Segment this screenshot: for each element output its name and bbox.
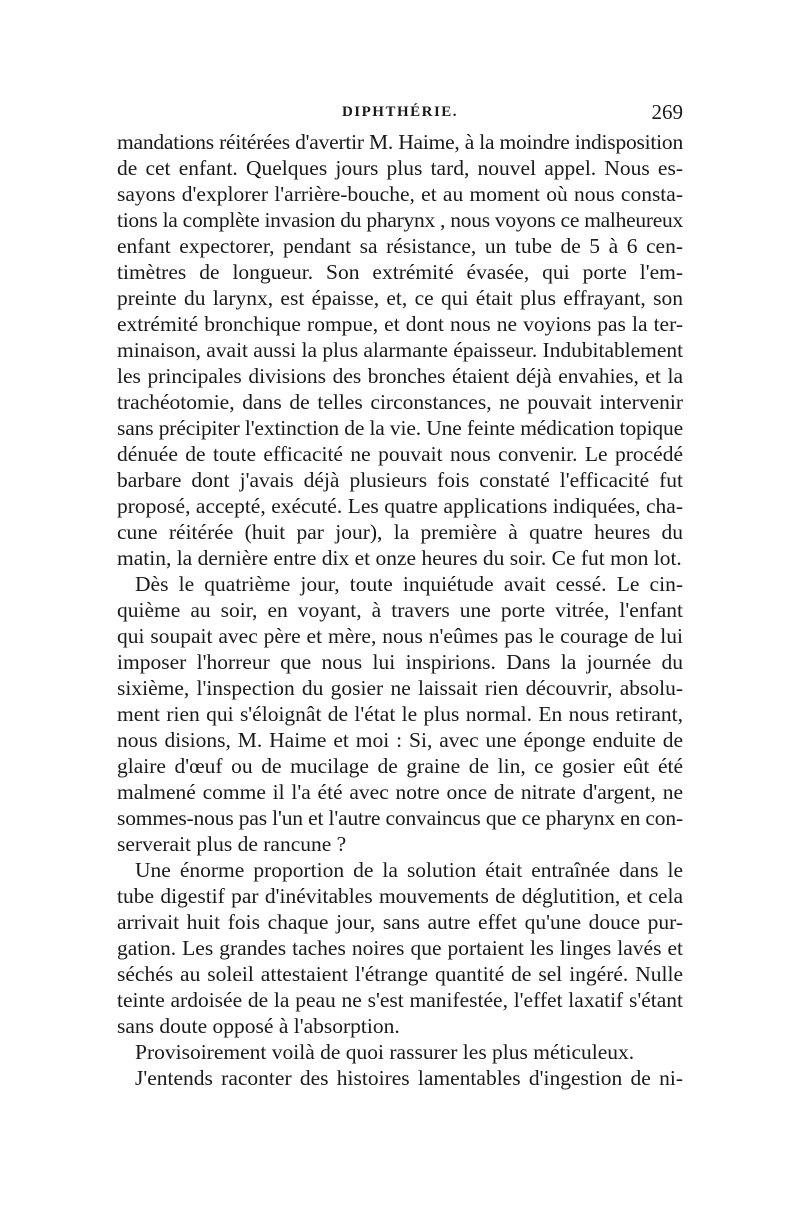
- text-line: séchés au soleil attestaient l'étrange quantité de sel ingéré. Nulle: [117, 962, 683, 986]
- running-header: [117, 100, 683, 124]
- paragraph: [117, 571, 683, 857]
- text-line: Dès le quatrième jour, toute inquiétude avait cessé. Le cin-: [135, 572, 683, 596]
- text-line: sayons d'explorer l'arrière-bouche, et au moment où nous consta-: [117, 182, 683, 206]
- text-line: tube digestif par d'inévitables mouvements de déglutition, et cela: [117, 884, 683, 908]
- body-text: [117, 129, 683, 1091]
- text-line: glaire d'œuf ou de mucilage de graine de lin, ce gosier eût été: [117, 754, 683, 778]
- paragraph: [117, 129, 683, 571]
- text-line: teinte ardoisée de la peau ne s'est manifestée, l'effet laxatif s'étant: [117, 988, 683, 1012]
- text-line: quième au soir, en voyant, à travers une porte vitrée, l'enfant: [117, 598, 683, 622]
- text-line: sixième, l'inspection du gosier ne laissait rien découvrir, absolu-: [117, 676, 683, 700]
- text-line: dénuée de toute efficacité ne pouvait nous convenir. Le procédé: [117, 442, 683, 466]
- text-line: cune réitérée (huit par jour), la première à quatre heures du: [117, 520, 683, 544]
- text-line: Une énorme proportion de la solution était entraînée dans le: [135, 858, 683, 882]
- text-line: Provisoirement voilà de quoi rassurer les plus méticuleux.: [135, 1040, 635, 1064]
- text-line: J'entends raconter des histoires lamentables d'ingestion de ni-: [135, 1066, 683, 1090]
- running-title: DIPHTHÉRIE.: [341, 104, 459, 120]
- text-line: proposé, accepté, exécuté. Les quatre applications indiquées, cha-: [117, 494, 683, 518]
- text-line: les principales divisions des bronches étaient déjà envahies, et la: [117, 364, 683, 388]
- text-line: extrémité bronchique rompue, et dont nous ne voyions pas la ter-: [117, 312, 683, 336]
- text-line: imposer l'horreur que nous lui inspirions. Dans la journée du: [117, 650, 683, 674]
- text-line: trachéotomie, dans de telles circonstances, ne pouvait intervenir: [117, 390, 683, 414]
- paragraph: [117, 1039, 683, 1065]
- text-line: barbare dont j'avais déjà plusieurs fois constaté l'efficacité fut: [117, 468, 683, 492]
- paragraph: [117, 1065, 683, 1091]
- text-line: sans doute opposé à l'absorption.: [117, 1014, 400, 1038]
- text-line: preinte du larynx, est épaisse, et, ce qui était plus effrayant, son: [117, 286, 683, 310]
- text-line: ment rien qui s'éloignât de l'état le plus normal. En nous retirant,: [117, 702, 683, 726]
- text-line: nous disions, M. Haime et moi : Si, avec une éponge enduite de: [117, 728, 683, 752]
- text-line: gation. Les grandes taches noires que portaient les linges lavés et: [117, 936, 683, 960]
- text-line: sans précipiter l'extinction de la vie. Une feinte médication topique: [117, 416, 684, 440]
- text-line: de cet enfant. Quelques jours plus tard, nouvel appel. Nous es-: [117, 156, 683, 180]
- text-line: arrivait huit fois chaque jour, sans autre effet qu'une douce pur-: [117, 910, 683, 934]
- text-line: matin, la dernière entre dix et onze heures du soir. Ce fut mon lot.: [117, 546, 682, 570]
- text-line: minaison, avait aussi la plus alarmante épaisseur. Indubitablement: [117, 338, 684, 362]
- text-line: timètres de longueur. Son extrémité évasée, qui porte l'em-: [117, 260, 683, 284]
- text-line: tions la complète invasion du pharynx , nous voyons ce malheureux: [117, 208, 684, 232]
- text-line: serverait plus de rancune ?: [117, 832, 347, 856]
- text-line: malmené comme il l'a été avec notre once de nitrate d'argent, ne: [117, 780, 683, 804]
- page-number: 269: [651, 100, 683, 124]
- text-line: mandations réitérées d'avertir M. Haime, à la moindre indisposition: [117, 130, 683, 154]
- text-line: qui soupait avec père et mère, nous n'eûmes pas le courage de lui: [117, 624, 683, 648]
- text-line: sommes-nous pas l'un et l'autre convaincus que ce pharynx en con-: [117, 806, 683, 830]
- paragraph: [117, 857, 683, 1039]
- text-line: enfant expectorer, pendant sa résistance, un tube de 5 à 6 cen-: [117, 234, 683, 258]
